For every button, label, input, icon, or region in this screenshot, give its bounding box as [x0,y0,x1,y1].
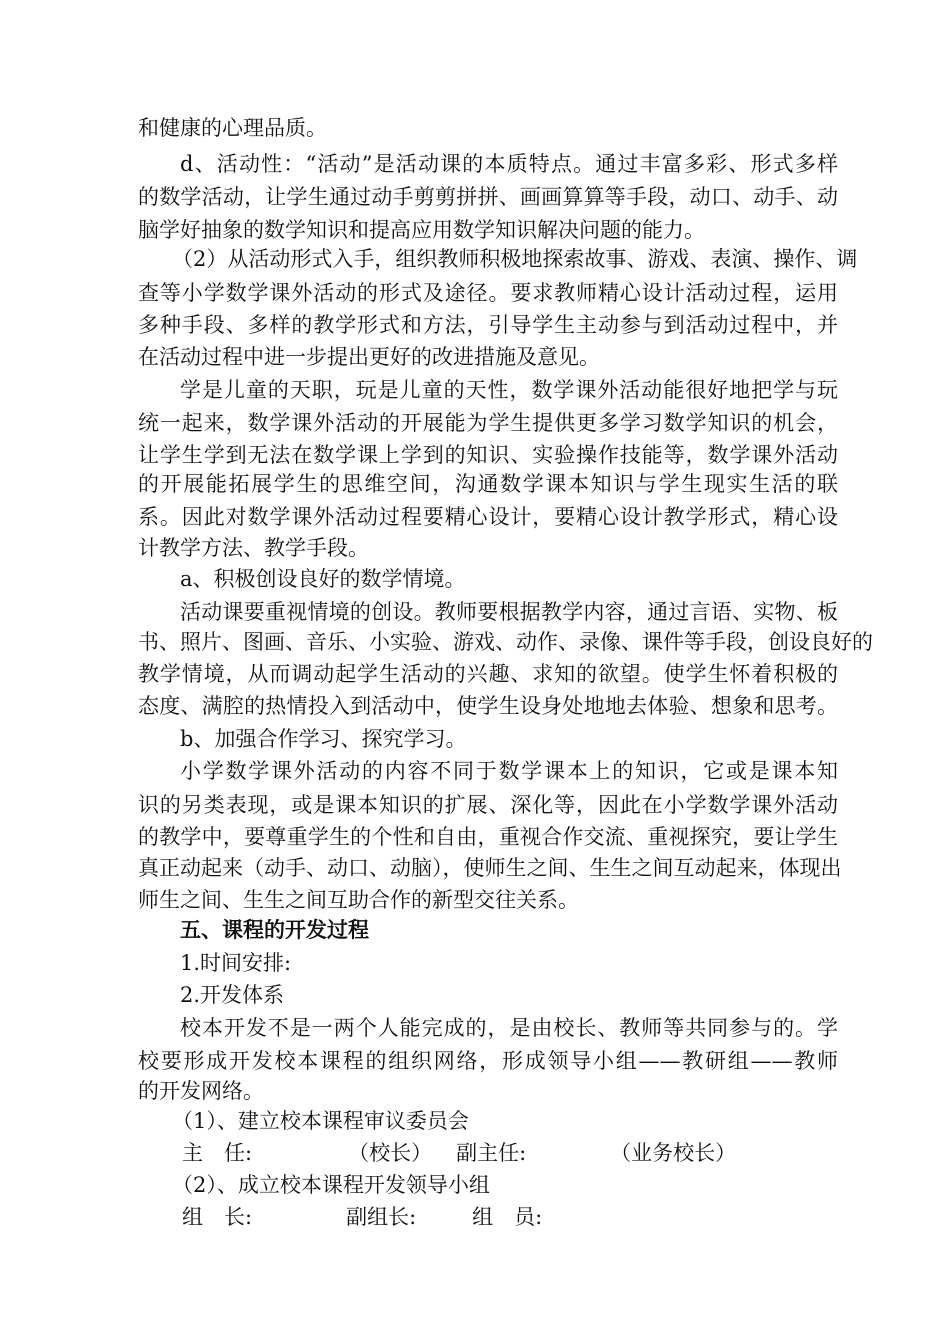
paragraph-line: 查等小学数学课外活动的形式及途径。要求教师精心设计活动过程，运用 [138,281,838,305]
list-item: 2.开发体系 [180,983,285,1007]
deputy-leader-label: 副组长: [346,1205,417,1229]
paragraph-line: 态度、满腔的热情投入到活动中，使学生设身处地地去体验、想象和思考。 [138,694,838,718]
paragraph-line: 校要形成开发校本课程的组织网络，形成领导小组——教研组——教师 [138,1049,838,1073]
section-heading: 五、课程的开发过程 [180,917,369,942]
member-label: 组 员: [472,1205,543,1229]
paragraph-line: 多种手段、多样的教学形式和方法，引导学生主动参与到活动过程中，并 [138,313,838,337]
paragraph-line: 小学数学课外活动的内容不同于数学课本上的知识，它或是课本知 [180,759,838,783]
paragraph-line: 和健康的心理品质。 [138,116,327,140]
paragraph-line: 识的另类表现，或是课本知识的扩展、深化等，因此在小学数学课外活动 [138,793,838,817]
paragraph-line: d、活动性：“活动”是活动课的本质特点。通过丰富多彩、形式多样 [180,152,838,176]
list-item: （1）、建立校本课程审议委员会 [172,1109,469,1133]
subheading-line: b、加强合作学习、探究学习。 [180,727,467,751]
paragraph-line: 系。因此对数学课外活动过程要精心设计，要精心设计教学形式，精心设 [138,505,838,529]
list-item: （2）、成立校本课程开发领导小组 [172,1173,490,1197]
director-note: （校长） [348,1141,433,1165]
subheading-line: a、积极创设良好的数学情境。 [180,567,466,591]
paragraph-line: 活动课要重视情境的创设。教师要根据教学内容，通过言语、实物、板 [180,600,838,624]
paragraph-line: 让学生学到无法在数学课上学到的知识、实验操作技能等，数学课外活动 [138,443,838,467]
paragraph-line: 计教学方法、教学手段。 [138,536,369,560]
paragraph-line: 的教学中，要尊重学生的个性和自由，重视合作交流、重视探究，要让学生 [138,825,838,849]
paragraph-line: 教学情境，从而调动起学生活动的兴趣、求知的欲望。使学生怀着积极的 [138,662,838,686]
paragraph-line: 学是儿童的天职，玩是儿童的天性，数学课外活动能很好地把学与玩 [180,378,838,402]
group-line [182,1202,802,1232]
paragraph-line: 的数学活动，让学生通过动手剪剪拼拼、画画算算等手段，动口、动手、动 [138,185,838,209]
paragraph-line: 师生之间、生生之间互助合作的新型交往关系。 [138,888,579,912]
paragraph-line: 校本开发不是一两个人能完成的，是由校长、教师等共同参与的。学 [180,1016,838,1040]
paragraph-line: 的开展能拓展学生的思维空间，沟通数学课本知识与学生现实生活的联 [138,472,838,496]
paragraph-line: 真正动起来（动手、动口、动脑），使师生之间、生生之间互动起来，体现出 [138,856,842,880]
deputy-note: （业务校长） [610,1141,737,1165]
paragraph-line: 在活动过程中进一步提出更好的改进措施及意见。 [138,345,600,369]
director-label: 主 任: [182,1141,253,1165]
paragraph-line: 书、照片、图画、音乐、小实验、游戏、动作、录像、课件等手段，创设良好的 [138,630,873,654]
paragraph-line: 的开发网络。 [138,1079,264,1103]
leader-label: 组 长: [182,1205,253,1229]
committee-line [182,1138,802,1168]
paragraph-line: 脑学好抽象的数学知识和提高应用数学知识解决问题的能力。 [138,218,705,242]
paragraph-line: 统一起来，数学课外活动的开展能为学生提供更多学习数学知识的机会， [138,411,838,435]
paragraph-line: （2）从活动形式入手，组织教师积极地探索故事、游戏、表演、操作、调 [172,247,858,271]
deputy-label: 副主任: [456,1141,527,1165]
list-item: 1.时间安排: [180,951,292,975]
